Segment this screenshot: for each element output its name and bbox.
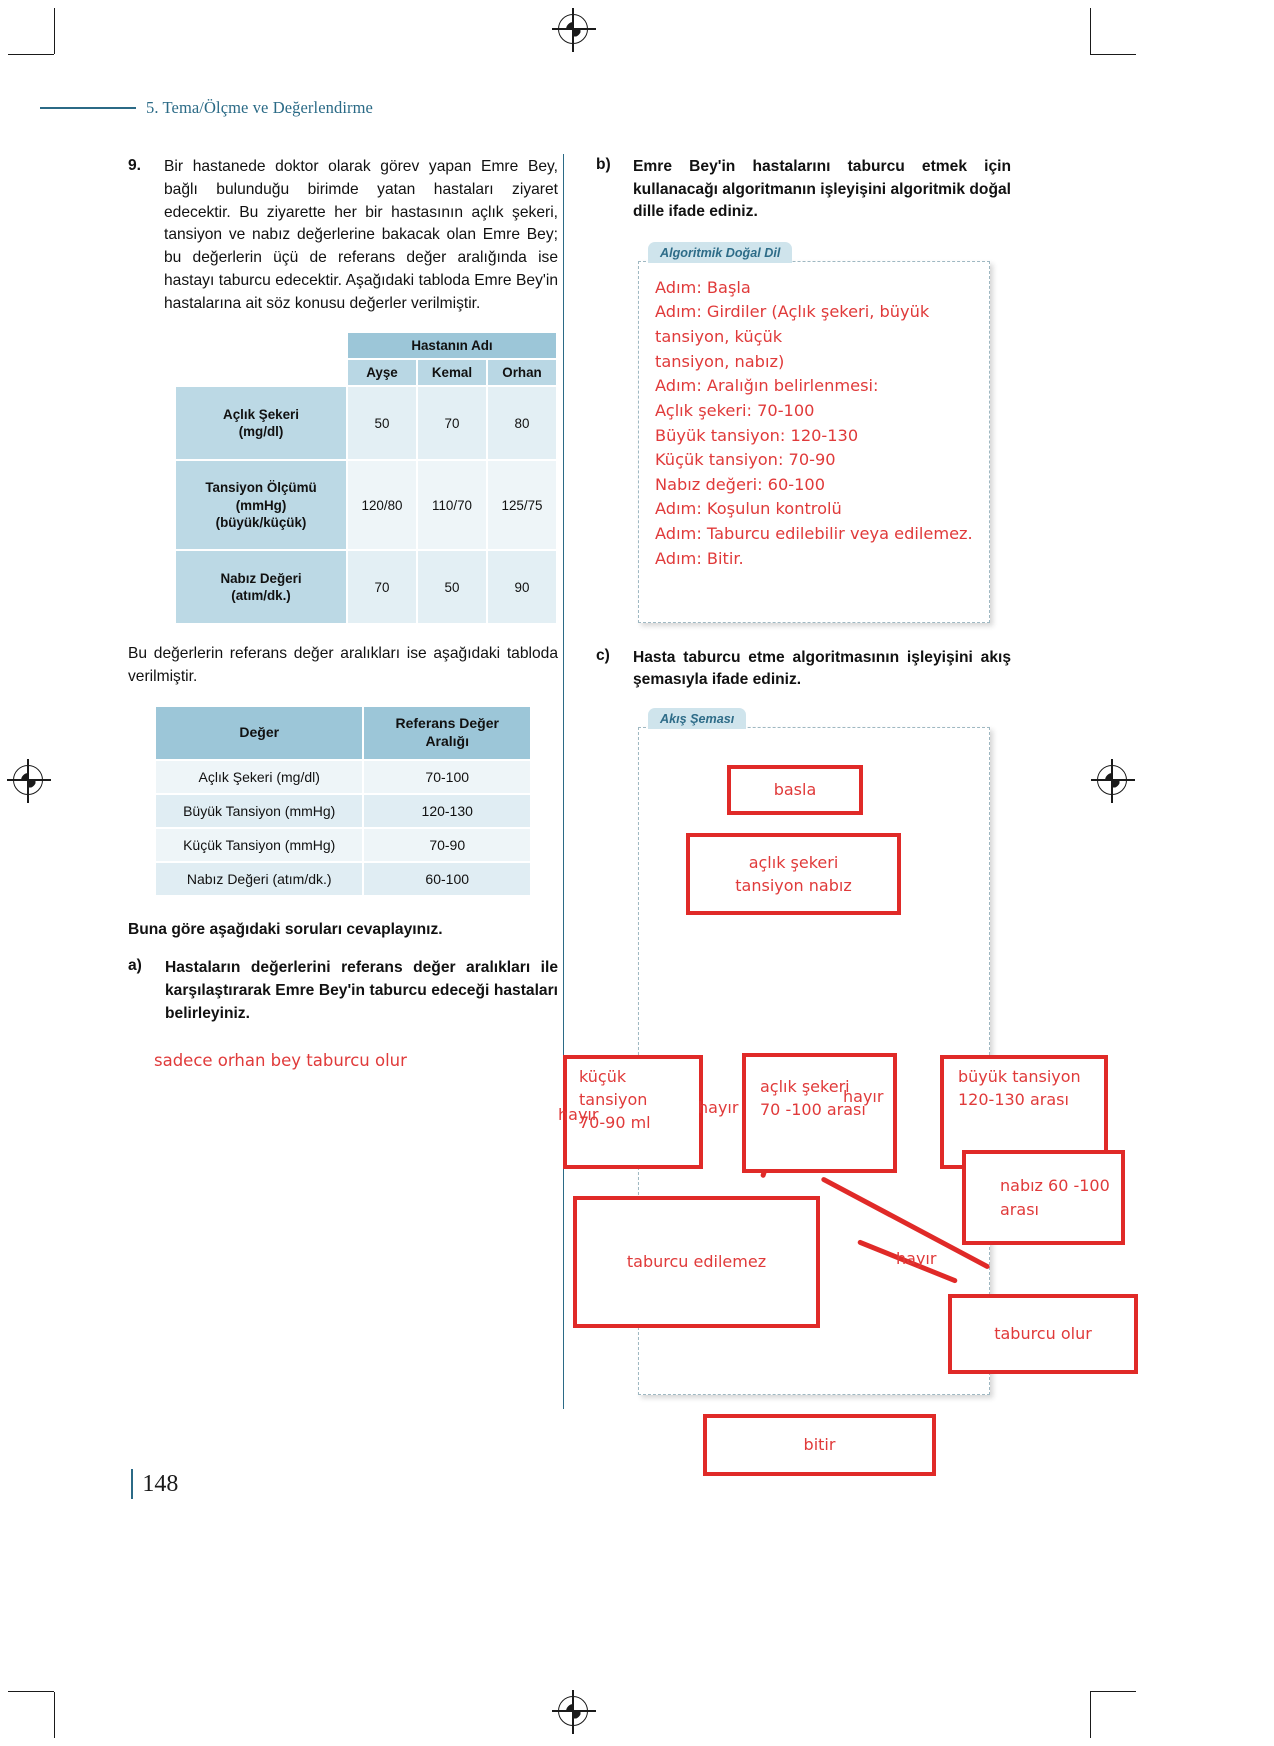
- patients-col-1: Kemal: [418, 360, 486, 385]
- flow-box-end: [703, 1414, 936, 1476]
- table-row: [156, 707, 530, 759]
- flow-box-large-bp-line: büyük tansiyon: [958, 1067, 1081, 1086]
- registration-mark-top: [558, 14, 588, 44]
- running-head-rule: [40, 107, 136, 109]
- sub-c-letter: c): [596, 646, 610, 664]
- registration-mark-right: [1097, 765, 1127, 795]
- folio-rule: [131, 1469, 133, 1499]
- reference-range: 60-100: [364, 863, 530, 895]
- flow-box-small-bp-line: küçük: [579, 1067, 627, 1086]
- reference-range: 70-100: [364, 761, 530, 793]
- flow-box-inputs-line: açlık şekeri: [748, 852, 839, 872]
- sub-b-text: Emre Bey'in hastalarını taburcu etmek için kullanacağı algoritmanın işleyişini algoritmik doğal dille ifade ediniz.: [633, 158, 1011, 221]
- crop-mark-tl-v: [54, 8, 55, 54]
- reference-name: Küçük Tansiyon (mmHg): [156, 829, 362, 861]
- patients-cell: 50: [348, 387, 416, 459]
- sub-b-letter: b): [596, 156, 611, 173]
- instruction-text: Buna göre aşağıdaki soruları cevaplayınız.: [128, 920, 443, 938]
- reference-range: 70-90: [364, 829, 530, 861]
- algorithm-line: Büyük tansiyon: 120-130: [655, 425, 859, 445]
- row-label-line: Nabız Değeri: [220, 570, 302, 586]
- patients-cell: 120/80: [348, 461, 416, 549]
- sub-c-text: Hasta taburcu etme algoritmasının işleyişini akış şemasıyla ifade ediniz.: [633, 648, 1011, 689]
- sub-a-text: Hastaların değerlerini referans değer aralıkları ile karşılaştırarak Emre Bey'in taburcu edeceği hastaları belirleyiniz.: [165, 959, 558, 1022]
- reference-header-line: Aralığı: [425, 732, 470, 749]
- algorithm-panel: [638, 242, 990, 623]
- algorithm-panel-tab: Algoritmik Doğal Dil: [648, 242, 792, 263]
- patients-row-label-2: [176, 551, 346, 623]
- patients-cell: 70: [348, 551, 416, 623]
- reference-header-1: [364, 707, 530, 759]
- patients-row-label-1: [176, 461, 346, 549]
- flow-box-pulse-line: arası: [1000, 1199, 1039, 1219]
- patients-cell: 50: [418, 551, 486, 623]
- algorithm-line: Adım: Koşulun kontrolü: [655, 499, 842, 519]
- page-folio: [131, 1469, 178, 1499]
- flow-box-large-bp-line: 120-130 arası: [958, 1090, 1069, 1110]
- flow-box-glucose-line: açlık şekeri: [760, 1077, 850, 1096]
- algorithm-line: Adım: Girdiler (Açlık şekeri, büyük tansiyon, küçük: [655, 302, 930, 347]
- row-label-line: (mg/dl): [238, 424, 284, 440]
- algorithm-line: Adım: Başla: [655, 277, 751, 297]
- registration-inner-right: [1105, 773, 1120, 788]
- table-row: [176, 461, 556, 549]
- crop-mark-bl-v: [54, 1692, 55, 1738]
- row-label-line: (mmHg): [235, 497, 287, 513]
- table-row: [156, 761, 530, 793]
- flow-box-end-label: bitir: [803, 1435, 836, 1455]
- algorithm-line: tansiyon, nabız): [655, 351, 785, 371]
- row-label-line: Açlık Şekeri: [223, 406, 299, 422]
- algorithm-line: Adım: Aralığın belirlenmesi:: [655, 376, 879, 396]
- flow-box-small-bp-line: tansiyon: [579, 1090, 648, 1110]
- algorithm-line: Nabız değeri: 60-100: [655, 474, 826, 494]
- reference-table: [154, 705, 532, 897]
- registration-inner-bottom: [566, 1704, 581, 1719]
- registration-inner-top: [566, 22, 581, 37]
- table-corner-cell: [176, 333, 346, 385]
- patients-cell: 70: [418, 387, 486, 459]
- patients-cell: 80: [488, 387, 556, 459]
- crop-mark-br-v: [1090, 1692, 1091, 1738]
- flow-box-not-discharged-label: taburcu edilemez: [626, 1252, 767, 1272]
- patients-cell: 125/75: [488, 461, 556, 549]
- reference-name: Nabız Değeri (atım/dk.): [156, 863, 362, 895]
- table-row: [156, 795, 530, 827]
- algorithm-line: Küçük tansiyon: 70-90: [655, 450, 836, 470]
- registration-mark-bottom: [558, 1696, 588, 1726]
- flow-box-pulse-line: nabız 60 -100: [1000, 1176, 1110, 1196]
- crop-mark-tr-h: [1090, 54, 1136, 55]
- crop-mark-br-h: [1090, 1691, 1136, 1692]
- flow-box-start: [727, 765, 863, 815]
- question-number: 9.: [128, 157, 142, 174]
- flow-box-discharged-label: taburcu olur: [994, 1324, 1092, 1344]
- between-tables-text: Bu değerlerin referans değer aralıkları ise aşağıdaki tabloda verilmiştir.: [128, 645, 558, 686]
- question-9: [128, 156, 558, 315]
- column-divider: [563, 154, 564, 1409]
- flow-label-hayir-1: hayır: [558, 1105, 599, 1124]
- reference-header-line: Referans Değer: [395, 714, 499, 731]
- flow-box-glucose: [742, 1053, 897, 1173]
- algorithm-panel-body: [638, 261, 990, 623]
- table-row: [176, 387, 556, 459]
- row-label-line: (atım/dk.): [231, 588, 291, 604]
- sub-question-a: [128, 957, 558, 1025]
- row-label-line: (büyük/küçük): [215, 515, 307, 531]
- registration-mark-left: [13, 765, 43, 795]
- crop-mark-bl-h: [8, 1691, 54, 1692]
- sub-question-c: [596, 647, 1011, 692]
- left-column: [128, 156, 558, 1070]
- flow-label-hayir-3: hayır: [843, 1087, 884, 1106]
- patients-col-2: Orhan: [488, 360, 556, 385]
- running-head-text: 5. Tema/Ölçme ve Değerlendirme: [146, 98, 373, 117]
- sub-a-answer: sadece orhan bey taburcu olur: [154, 1051, 407, 1071]
- flow-box-pulse: [962, 1150, 1125, 1245]
- patients-col-0: Ayşe: [348, 360, 416, 385]
- reference-header-0: Değer: [156, 707, 362, 759]
- flow-label-hayir-4: hayır: [896, 1249, 937, 1268]
- registration-inner-left: [21, 773, 36, 788]
- flow-label-hayir-2: hayır: [698, 1098, 739, 1117]
- algorithm-line: Açlık şekeri: 70-100: [655, 400, 815, 420]
- flow-box-start-label: basla: [773, 780, 817, 800]
- crop-mark-tr-v: [1090, 8, 1091, 54]
- patients-cell: 90: [488, 551, 556, 623]
- flow-box-inputs: [686, 833, 901, 915]
- patients-group-header: Hastanın Adı: [348, 333, 556, 358]
- sub-a-letter: a): [128, 957, 142, 975]
- algorithm-line: Adım: Bitir.: [655, 548, 744, 568]
- sub-question-b: [596, 156, 1011, 224]
- reference-name: Büyük Tansiyon (mmHg): [156, 795, 362, 827]
- row-label-line: Tansiyon Ölçümü: [205, 480, 317, 496]
- question-text: Bir hastanede doktor olarak görev yapan Emre Bey, bağlı bulunduğu birimde yatan hastaları ziyaret edecektir. Bu ziyarette her bir hastasının açlık şekeri, tansiyon ve nabız değerlerine bakacak olan Emre Bey; bu değerlerin üçü de referans değer aralığında ise hastayı taburcu edecektir. Aşağıdaki tabloda Emre Bey'in hastalarına ait söz konusu değerler verilmiştir.: [164, 158, 558, 312]
- patients-cell: 110/70: [418, 461, 486, 549]
- page-number: 148: [142, 1470, 179, 1497]
- reference-name: Açlık Şekeri (mg/dl): [156, 761, 362, 793]
- algorithm-line: Adım: Taburcu edilebilir veya edilemez.: [655, 524, 973, 544]
- flow-box-not-discharged: [573, 1196, 820, 1328]
- flow-box-small-bp-line: 70-90 ml: [579, 1113, 651, 1133]
- table-row: [156, 863, 530, 895]
- flowchart-panel-tab: Akış Şeması: [648, 708, 746, 729]
- table-row: [176, 333, 556, 358]
- table-row: [156, 829, 530, 861]
- table-row: [176, 551, 556, 623]
- flow-box-discharged: [948, 1294, 1138, 1374]
- flow-box-glucose-line: 70 -100 arası: [760, 1100, 866, 1120]
- reference-range: 120-130: [364, 795, 530, 827]
- running-head: [40, 98, 373, 118]
- flow-box-inputs-line: tansiyon nabız: [735, 876, 852, 895]
- patients-row-label-0: [176, 387, 346, 459]
- crop-mark-tl-h: [8, 54, 54, 55]
- patients-table: [174, 331, 558, 625]
